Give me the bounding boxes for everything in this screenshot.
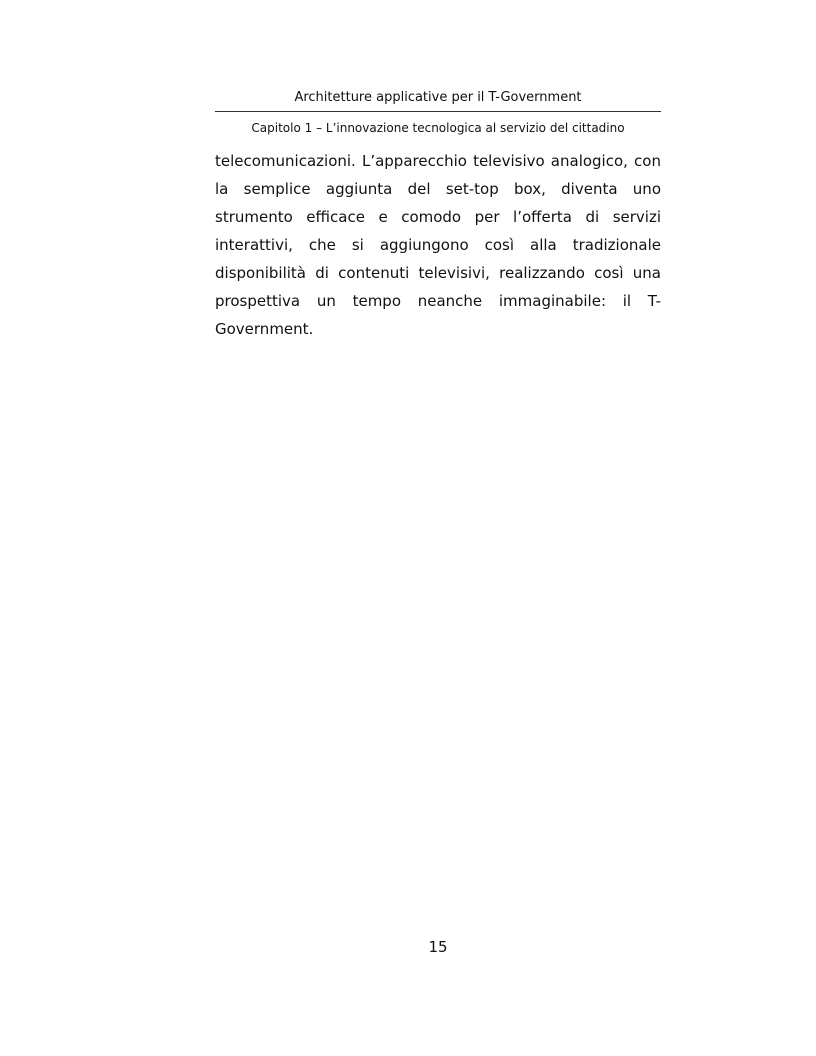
running-header-title: Architetture applicative per il T-Government [294,90,582,105]
body-line: strumento efficace e comodo per l’offerta di servizi [215,208,661,226]
running-header-chapter: Capitolo 1 – L’innovazione tecnologica al servizio del cittadino [251,121,625,135]
body-line: telecomunicazioni. L’apparecchio televisivo analogico, con [215,152,661,170]
body-line: disponibilità di contenuti televisivi, realizzando così una [215,264,661,282]
body-line: la semplice aggiunta del set-top box, diventa uno [215,180,661,198]
page-number: 15 [428,938,448,956]
header-divider [215,111,661,112]
body-line: prospettiva un tempo neanche immaginabile: il T- [215,292,661,310]
body-line: Government. [215,320,314,338]
body-paragraph [215,147,661,343]
body-line: interattivi, che si aggiungono così alla tradizionale [215,236,661,254]
